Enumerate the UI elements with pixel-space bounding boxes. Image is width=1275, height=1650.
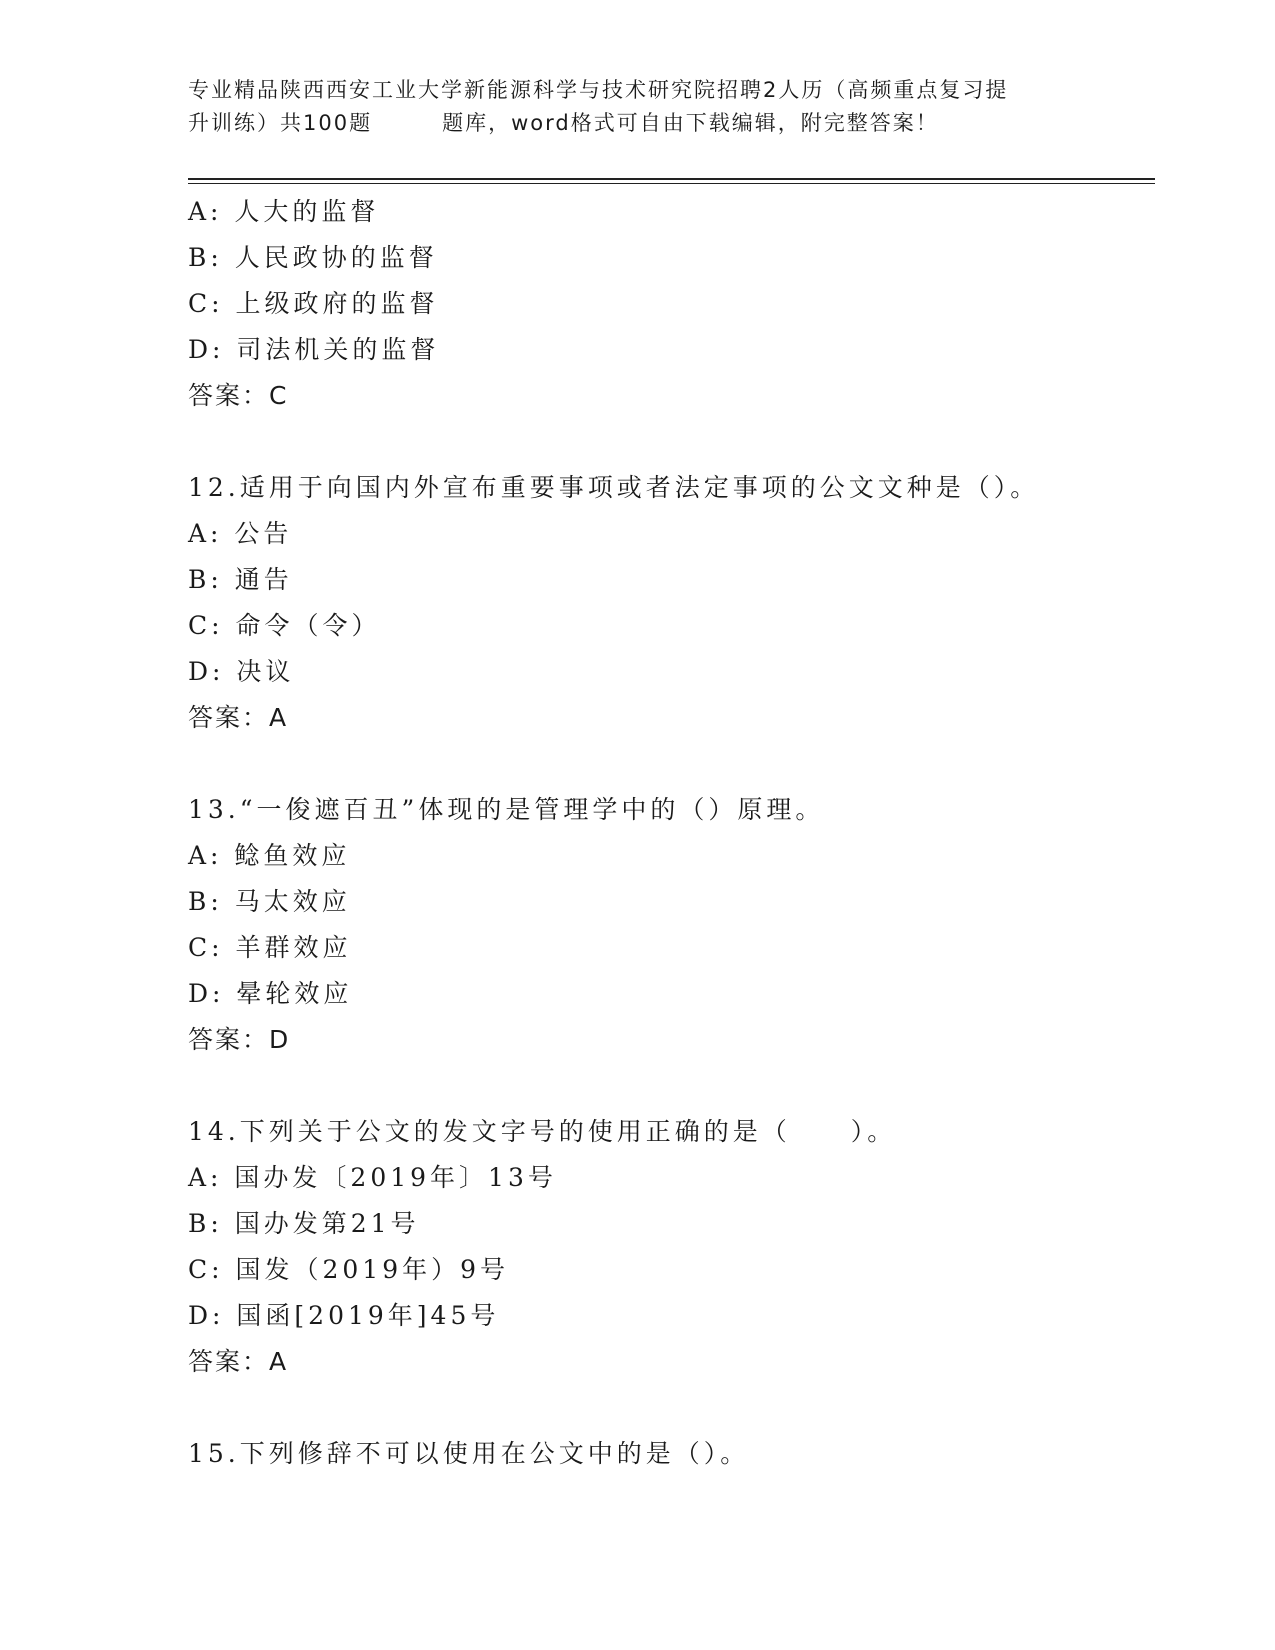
spacer [188, 741, 1148, 787]
question-stem-start: 14.下列关于公文的发文字号的使用正确的是（ [188, 1117, 791, 1146]
question-list [188, 189, 1148, 1477]
header-rule-thin [188, 183, 1155, 184]
option-d: D: 决议 [188, 657, 295, 686]
option-b: B: 人民政协的监督 [188, 243, 438, 272]
document-header [188, 74, 1088, 140]
option-a: A: 人大的监督 [188, 197, 380, 226]
option-a: A: 鲶鱼效应 [188, 841, 351, 870]
option-a: A: 国办发〔2019年〕13号 [188, 1163, 557, 1192]
question-stem: 15.下列修辞不可以使用在公文中的是（）。 [188, 1439, 750, 1468]
question-15 [188, 1431, 1148, 1477]
question-stem: 12.适用于向国内外宣布重要事项或者法定事项的公文文种是（）。 [188, 473, 1040, 502]
spacer [188, 1063, 1148, 1109]
question-13 [188, 787, 1148, 1063]
spacer [188, 1385, 1148, 1431]
answer: 答案：C [188, 381, 289, 410]
option-b: B: 马太效应 [188, 887, 351, 916]
spacer [188, 419, 1148, 465]
answer: 答案：A [188, 1347, 289, 1376]
answer: 答案：A [188, 703, 289, 732]
header-line-2-part-1: 升训练）共100题 [188, 111, 373, 135]
question-stem [188, 1109, 1148, 1155]
question-14 [188, 1109, 1148, 1385]
question-stem-end: ）。 [850, 1117, 897, 1146]
header-line-2 [188, 107, 1088, 140]
header-rule-thick [188, 178, 1155, 180]
option-d: D: 国函[2019年]45号 [188, 1301, 500, 1330]
question-11 [188, 189, 1148, 419]
option-a: A: 公告 [188, 519, 293, 548]
header-line-2-part-2: 题库，word格式可自由下载编辑，附完整答案！ [442, 111, 939, 135]
option-c: C: 命令（令） [188, 611, 381, 640]
header-line-1: 专业精品陕西西安工业大学新能源科学与技术研究院招聘2人历（高频重点复习提 [188, 78, 1009, 102]
answer: 答案：D [188, 1025, 291, 1054]
option-c: C: 上级政府的监督 [188, 289, 439, 318]
option-b: B: 国办发第21号 [188, 1209, 420, 1238]
option-c: C: 羊群效应 [188, 933, 352, 962]
option-c: C: 国发（2019年）9号 [188, 1255, 510, 1284]
question-12 [188, 465, 1148, 741]
question-stem: 13.“一俊遮百丑”体现的是管理学中的（）原理。 [188, 795, 825, 824]
option-d: D: 司法机关的监督 [188, 335, 440, 364]
option-b: B: 通告 [188, 565, 293, 594]
option-d: D: 晕轮效应 [188, 979, 353, 1008]
